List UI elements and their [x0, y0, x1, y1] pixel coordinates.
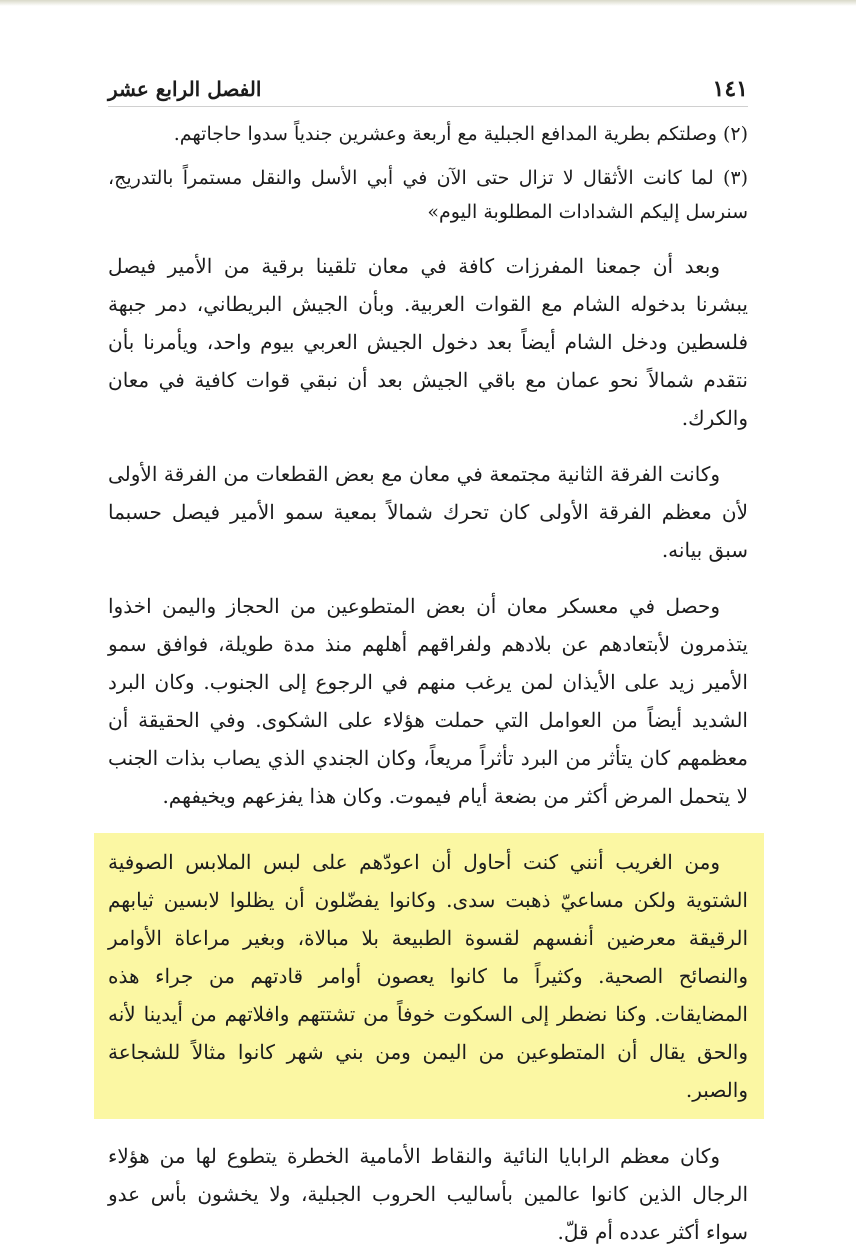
chapter-title: الفصل الرابع عشر [108, 77, 262, 101]
paragraph-volunteers: وحصل في معسكر معان أن بعض المتطوعين من الحجاز واليمن اخذوا يتذمرون لأبتعادهم عن بلادهم ولفراقهم أهلهم منذ مدة طويلة، فوافق سمو الأمير زيد على الأيذان لمن يرغب منهم في الرجوع إلى الجنوب. وكان البرد الشديد أيضاً من العوامل التي حملت هؤلاء على الشكوى. وفي الحقيقة أن معظمهم كان يتأثر من البرد تأثراً مريعاً، وكان الجندي الذي يصاب بذات الجنب لا يتحمل المرض أكثر من بضعة أيام فيموت. وكان هذا يفزعهم ويخيفهم. [108, 594, 748, 808]
page-header [108, 72, 748, 107]
highlighted-passage [94, 833, 764, 1119]
spacer [108, 437, 748, 455]
page-number: ١٤١ [712, 76, 748, 102]
book-page [108, 72, 748, 1251]
paragraph-closing: وكان معظم الرابايا النائية والنقاط الأمامية الخطرة يتطوع لها من هؤلاء الرجال الذين كانوا عالمين بأساليب الحروب الجبلية، ولا يخشون بأس عدو سواء أكثر عدده أم قلّ. [108, 1144, 748, 1244]
note-3: (٣) لما كانت الأثقال لا تزال حتى الآن في أبي الأسل والنقل مستمراً بالتدريج، سنرسل إليكم الشدادات المطلوبة اليوم» [108, 167, 748, 223]
note-2: (٢) وصلتكم بطرية المدافع الجبلية مع أربعة وعشرين جندياً سدوا حاجاتهم. [173, 123, 748, 145]
spacer [108, 815, 748, 833]
spacer [108, 1119, 748, 1137]
spacer [108, 229, 748, 247]
page-top-edge [0, 0, 856, 6]
spacer [108, 151, 748, 161]
paragraph-telegram: وبعد أن جمعنا المفرزات كافة في معان تلقينا برقية من الأمير فيصل يبشرنا بدخوله الشام مع القوات العربية. وبأن الجيش البريطاني، دمر جبهة فلسطين ودخل الشام أيضاً بعد دخول الجيش العربي بيوم واحد، ويأمرنا بأن نتقدم شمالاً نحو عمان مع باقي الجيش بعد أن نبقي قوات كافية في معان والكرك. [108, 254, 748, 430]
paragraph-highlighted: ومن الغريب أنني كنت أحاول أن اعودّهم على لبس الملابس الصوفية الشتوية ولكن مساعيّ ذهبت سدى. وكانوا يفضّلون أن يظلوا لابسين ثيابهم الرقيقة معرضين أنفسهم لقسوة الطبيعة بلا مبالاة، وبغير مراعاة الأوامر والنصائح الصحية. وكثيراً ما كانوا يعصون أوامر قادتهم من جراء هذه المضايقات. وكنا نضطر إلى السكوت خوفاً من تشتتهم وافلاتهم من أيدينا لأنه والحق يقال أن المتطوعين من اليمن ومن بني شهر كانوا مثالاً للشجاعة والصبر. [108, 850, 748, 1102]
paragraph-second-division: وكانت الفرقة الثانية مجتمعة في معان مع بعض القطعات من الفرقة الأولى لأن معظم الفرقة الأولى كان تحرك شمالاً بمعية سمو الأمير فيصل حسبما سبق بيانه. [108, 462, 748, 562]
spacer [108, 569, 748, 587]
